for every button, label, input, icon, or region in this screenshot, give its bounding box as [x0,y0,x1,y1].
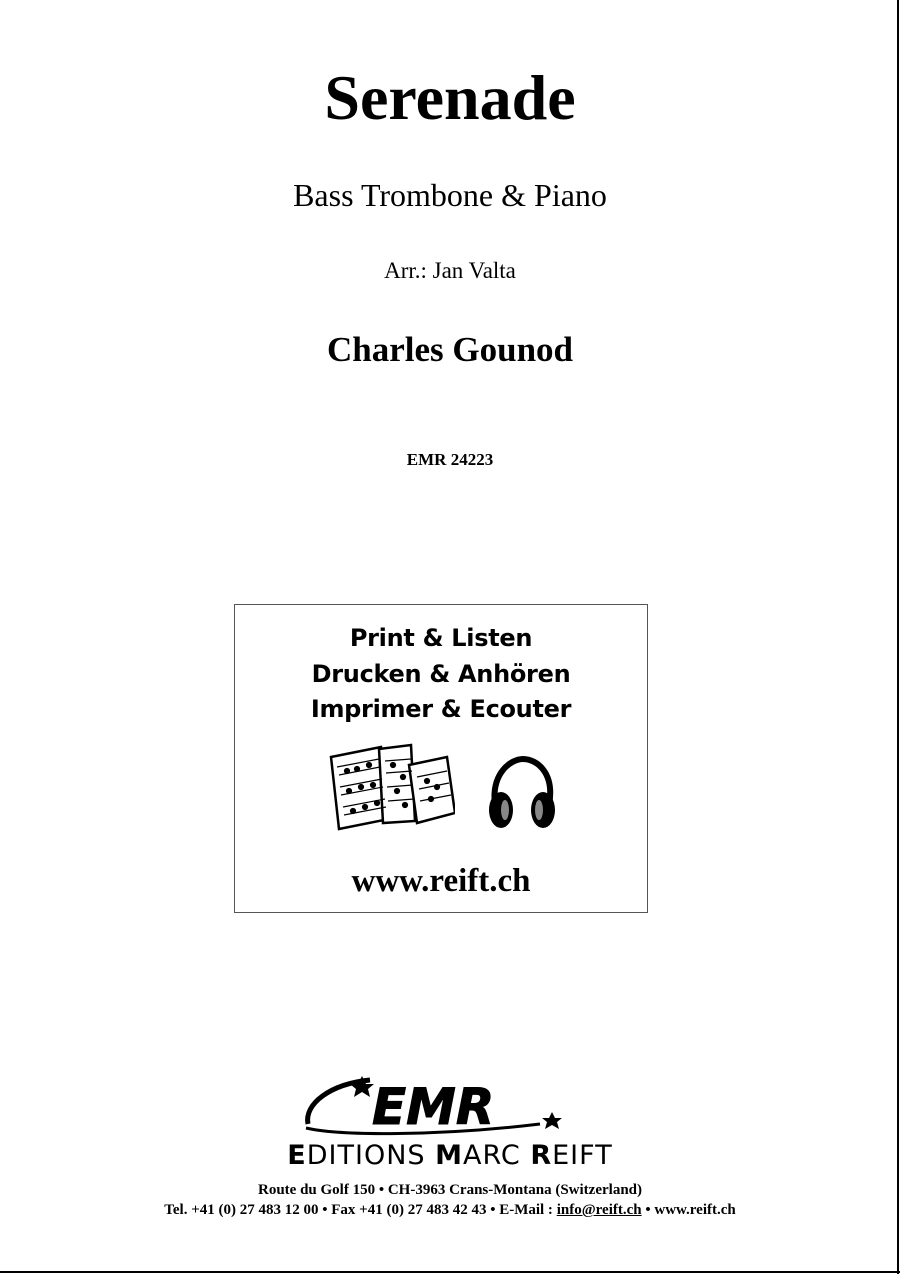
headphones-icon [487,755,557,835]
logo-star-left [350,1076,374,1097]
logo-star-right [542,1112,562,1129]
publisher-address: Route du Golf 150 • CH-3963 Crans-Montana (Switzerland) [258,1182,642,1198]
composer: Charles Gounod [326,330,574,369]
publisher-name-m: M [435,1140,463,1171]
page-title: Serenade [324,62,576,133]
catalog-number: EMR 24223 [406,450,494,469]
publisher-name-r: R [530,1140,553,1171]
publisher-contact [0,1200,900,1220]
promo-url[interactable]: www.reift.ch [351,863,531,899]
print-listen-box [234,604,648,913]
publisher-name-arc: ARC [463,1140,531,1171]
logo-text: EMR [372,1078,495,1136]
contact-website[interactable]: • www.reift.ch [641,1202,736,1218]
promo-line-german: Drucken & Anhören [311,660,571,688]
contact-phone-fax: Tel. +41 (0) 27 483 12 00 • Fax +41 (0) 27 483 42 43 • E-Mail : [164,1202,557,1218]
page-border-bottom [0,1271,900,1273]
publisher-name [0,1140,900,1172]
publisher-name-e: E [287,1140,307,1171]
publisher-name-ditions: DITIONS [306,1140,436,1171]
email-link[interactable]: info@reift.ch [556,1202,642,1218]
promo-line-english: Print & Listen [349,624,533,652]
emr-logo [300,1072,580,1138]
publisher-name-eift: EIFT [552,1140,613,1171]
promo-line-french: Imprimer & Ecouter [310,695,572,723]
arranger: Arr.: Jan Valta [384,258,516,283]
sheet-music-icon [327,743,455,833]
instrumentation: Bass Trombone & Piano [293,177,607,213]
